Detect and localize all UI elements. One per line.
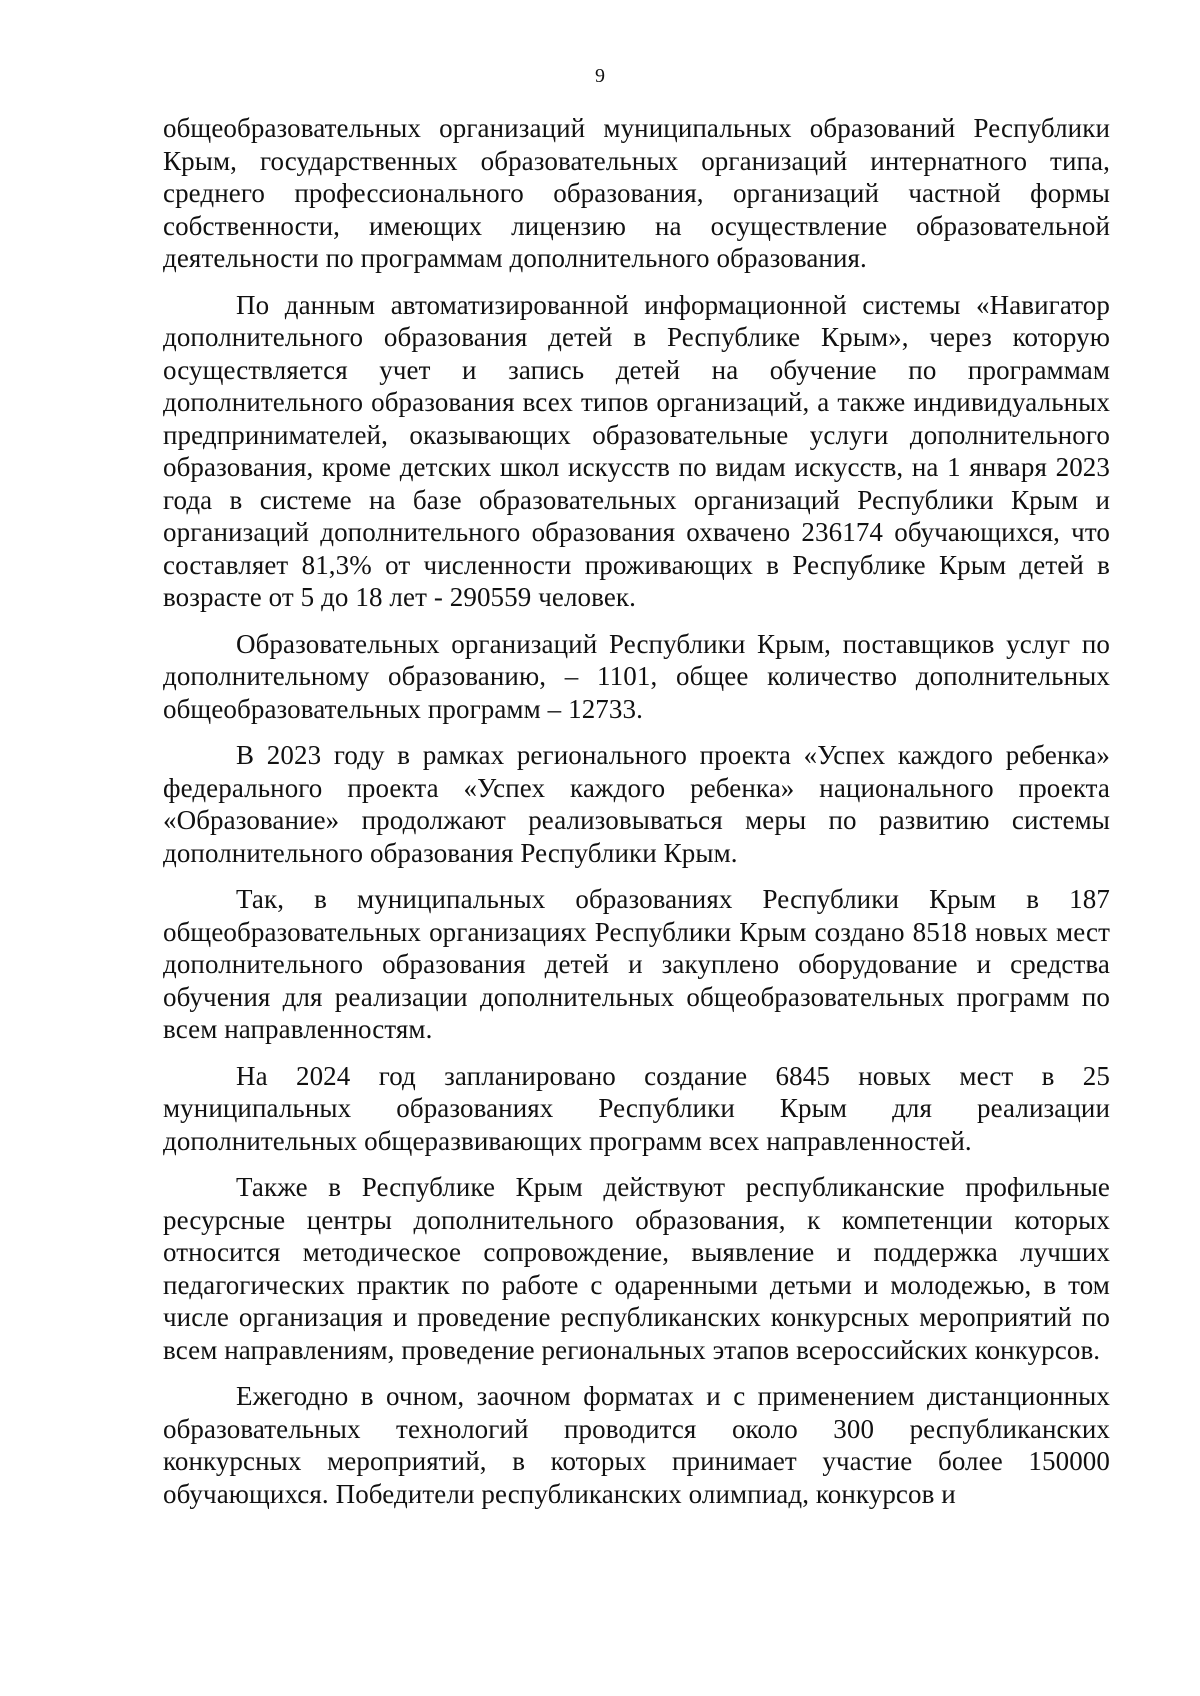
paragraph: По данным автоматизированной информационной системы «Навигатор дополнительного образования детей в Республике Крым», через которую осуществляется учет и запись детей на обучение по программам дополнительного образования всех типов организаций, а также индивидуальных предпринимателей, оказывающих образовательные услуги дополнительного образования, кроме детских школ искусств по видам искусств, на 1 января 2023 года в системе на базе образовательных организаций Республики Крым и организаций дополнительного образования охвачено 236174 обучающихся, что составляет 81,3% от численности проживающих в Республике Крым детей в возрасте от 5 до 18 лет - 290559 человек. (163, 289, 1110, 612)
paragraph: Образовательных организаций Республики Крым, поставщиков услуг по дополнительному образованию, – 1101, общее количество дополнительных общеобразовательных программ – 12733. (163, 628, 1110, 724)
paragraph: Ежегодно в очном, заочном форматах и с применением дистанционных образовательных технологий проводится около 300 республиканских конкурсных мероприятий, в которых принимает участие более 150000 обучающихся. Победители республиканских олимпиад, конкурсов и (163, 1381, 1110, 1509)
page-number: 9 (595, 65, 605, 87)
paragraph: Так, в муниципальных образованиях Республики Крым в 187 общеобразовательных организациях Республики Крым создано 8518 новых мест дополнительного образования детей и закуплено оборудование и средства обучения для реализации дополнительных общеобразовательных программ по всем направленностям. (163, 884, 1110, 1044)
paragraph: На 2024 год запланировано создание 6845 новых мест в 25 муниципальных образованиях Республики Крым для реализации дополнительных общеразвивающих программ всех направленностей. (163, 1060, 1110, 1156)
paragraph: Также в Республике Крым действуют республиканские профильные ресурсные центры дополнительного образования, к компетенции которых относится методическое сопровождение, выявление и поддержка лучших педагогических практик по работе с одаренными детьми и молодежью, в том числе организация и проведение республиканских конкурсных мероприятий по всем направлениям, проведение региональных этапов всероссийских конкурсов. (163, 1172, 1110, 1365)
paragraph: общеобразовательных организаций муниципальных образований Республики Крым, государственных образовательных организаций интернатного типа, среднего профессионального образования, организаций частной формы собственности, имеющих лицензию на осуществление образовательной деятельности по программам дополнительного образования. (163, 113, 1110, 273)
document-body (163, 112, 1110, 1510)
paragraph: В 2023 году в рамках регионального проекта «Успех каждого ребенка» федерального проекта «Успех каждого ребенка» национального проекта «Образование» продолжают реализовываться меры по развитию системы дополнительного образования Республики Крым. (163, 740, 1110, 868)
